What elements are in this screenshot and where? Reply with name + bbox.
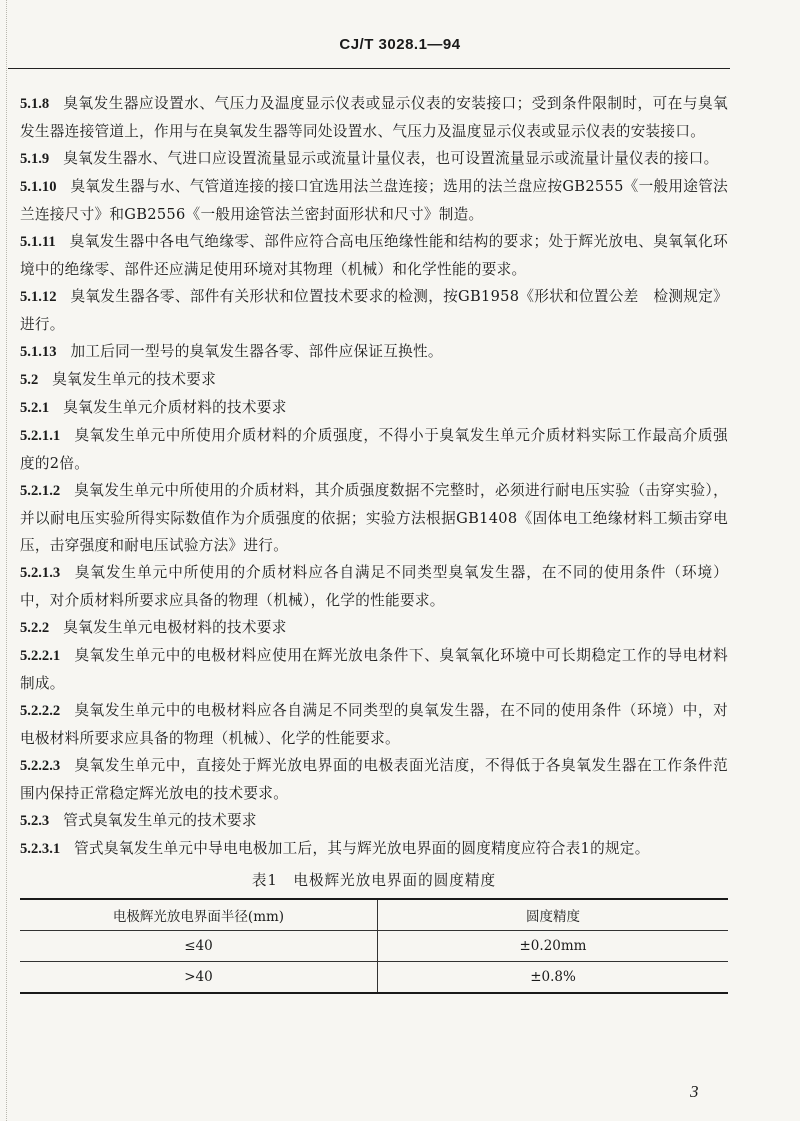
precision-cell: ±0.20mm [519, 938, 587, 954]
column-header-precision: 圆度精度 [526, 909, 580, 925]
clause-text: 臭氧发生器各零、部件有关形状和位置技术要求的检测，按GB1958《形状和位置公差 检测规定》进行。 [20, 288, 728, 333]
clause-number: 5.1.8 [20, 96, 50, 112]
clause-text: 臭氧发生器中各电气绝缘零、部件应符合高电压绝缘性能和结构的要求；处于辉光放电、臭氧氧化环境中的绝缘零、部件还应满足使用环境对其物理（机械）和化学性能的要求。 [20, 233, 728, 278]
clause-text: 臭氧发生单元的技术要求 [52, 371, 217, 388]
clause-number: 5.1.9 [20, 151, 50, 167]
clause-5-2-2-2 [20, 697, 728, 752]
clause-text: 臭氧发生器与水、气管道连接的接口宜选用法兰盘连接；选用的法兰盘应按GB2555《一般用途管法兰连接尺寸》和GB2556《一般用途管法兰密封面形状和尺寸》制造。 [20, 178, 728, 223]
clause-number: 5.2.1.2 [20, 483, 61, 499]
clause-5-1-10 [20, 173, 728, 228]
clause-text: 臭氧发生单元中所使用的介质材料应各自满足不同类型臭氧发生器，在不同的使用条件（环境）中，对介质材料所要求应具备的物理（机械），化学的性能要求。 [20, 564, 728, 609]
clause-number: 5.2.1.1 [20, 428, 61, 444]
clause-text: 管式臭氧发生单元的技术要求 [63, 812, 257, 829]
radius-cell: ≤40 [20, 931, 378, 962]
clause-number: 5.2.3 [20, 813, 50, 829]
clause-5-2-1-3 [20, 559, 728, 614]
clause-text: 臭氧发生器水、气进口应设置流量显示或流量计量仪表，也可设置流量显示或流量计量仪表的接口。 [63, 150, 719, 167]
roundness-precision-table [20, 898, 728, 994]
clause-number: 5.2.2.1 [20, 648, 61, 664]
clause-number: 5.2.3.1 [20, 841, 61, 857]
scan-edge-divider [6, 0, 8, 1121]
clause-5-2-2-1 [20, 642, 728, 697]
clause-text: 管式臭氧发生单元中导电电极加工后，其与辉光放电界面的圆度精度应符合表1的规定。 [74, 840, 650, 857]
clause-number: 5.1.11 [20, 234, 56, 250]
clause-text: 臭氧发生单元中的电极材料应各自满足不同类型的臭氧发生器，在不同的使用条件（环境）中，对电极材料所要求应具备的物理（机械）、化学的性能要求。 [20, 702, 728, 747]
clause-text: 臭氧发生单元中所使用介质材料的介质强度，不得小于臭氧发生单元介质材料实际工作最高介质强度的2倍。 [20, 427, 728, 472]
clause-number: 5.2.2.3 [20, 758, 61, 774]
standard-code-header: CJ/T 3028.1—94 [339, 36, 461, 53]
section-5-2-1-heading [20, 394, 728, 422]
section-5-2-heading [20, 366, 728, 394]
header-rule-divider [8, 68, 730, 69]
clause-5-2-1-2 [20, 477, 728, 559]
radius-cell: >40 [20, 962, 378, 994]
clause-number: 5.1.13 [20, 344, 57, 360]
page-body [20, 90, 728, 994]
clause-number: 5.2.2.2 [20, 703, 61, 719]
table-row [20, 962, 728, 994]
table-header-row [20, 899, 728, 931]
clause-5-2-3-1 [20, 835, 728, 863]
clause-text: 臭氧发生单元介质材料的技术要求 [63, 399, 287, 416]
clause-number: 5.2.1 [20, 400, 50, 416]
clause-5-1-8 [20, 90, 728, 145]
clause-5-2-2-3 [20, 752, 728, 807]
clause-5-1-13 [20, 338, 728, 366]
clause-5-1-12 [20, 283, 728, 338]
clause-text: 臭氧发生单元中，直接处于辉光放电界面的电极表面光洁度，不得低于各臭氧发生器在工作条件范围内保持正常稳定辉光放电的技术要求。 [20, 757, 728, 802]
page-number: 3 [690, 1082, 699, 1101]
clause-text: 臭氧发生单元电极材料的技术要求 [63, 619, 287, 636]
section-5-2-2-heading [20, 614, 728, 642]
clause-number: 5.2.2 [20, 620, 50, 636]
clause-5-2-1-1 [20, 422, 728, 477]
table-row [20, 931, 728, 962]
clause-text: 臭氧发生单元中所使用的介质材料，其介质强度数据不完整时，必须进行耐电压实验（击穿实验），并以耐电压实验所得实际数值作为介质强度的依据；实验方法根据GB1408《固体电工绝缘材料工频击穿电压，击穿强度和耐电压试验方法》进行。 [20, 482, 728, 554]
precision-cell: ±0.8% [530, 969, 576, 985]
clause-5-1-11 [20, 228, 728, 283]
clause-text: 臭氧发生器应设置水、气压力及温度显示仪表或显示仪表的安装接口；受到条件限制时，可在与臭氧发生器连接管道上，作用与在臭氧发生器等同处设置水、气压力及温度显示仪表或显示仪表的安装接口。 [20, 95, 728, 140]
clause-text: 臭氧发生单元中的电极材料应使用在辉光放电条件下、臭氧氧化环境中可长期稳定工作的导电材料制成。 [20, 647, 728, 692]
clause-number: 5.1.12 [20, 289, 57, 305]
clause-number: 5.1.10 [20, 179, 57, 195]
clause-text: 加工后同一型号的臭氧发生器各零、部件应保证互换性。 [70, 343, 443, 360]
clause-number: 5.2 [20, 372, 39, 388]
clause-number: 5.2.1.3 [20, 565, 61, 581]
clause-5-1-9 [20, 145, 728, 173]
column-header-radius: 电极辉光放电界面半径(mm) [20, 899, 378, 931]
table-1-title: 表1 电极辉光放电界面的圆度精度 [251, 872, 497, 889]
section-5-2-3-heading [20, 807, 728, 835]
